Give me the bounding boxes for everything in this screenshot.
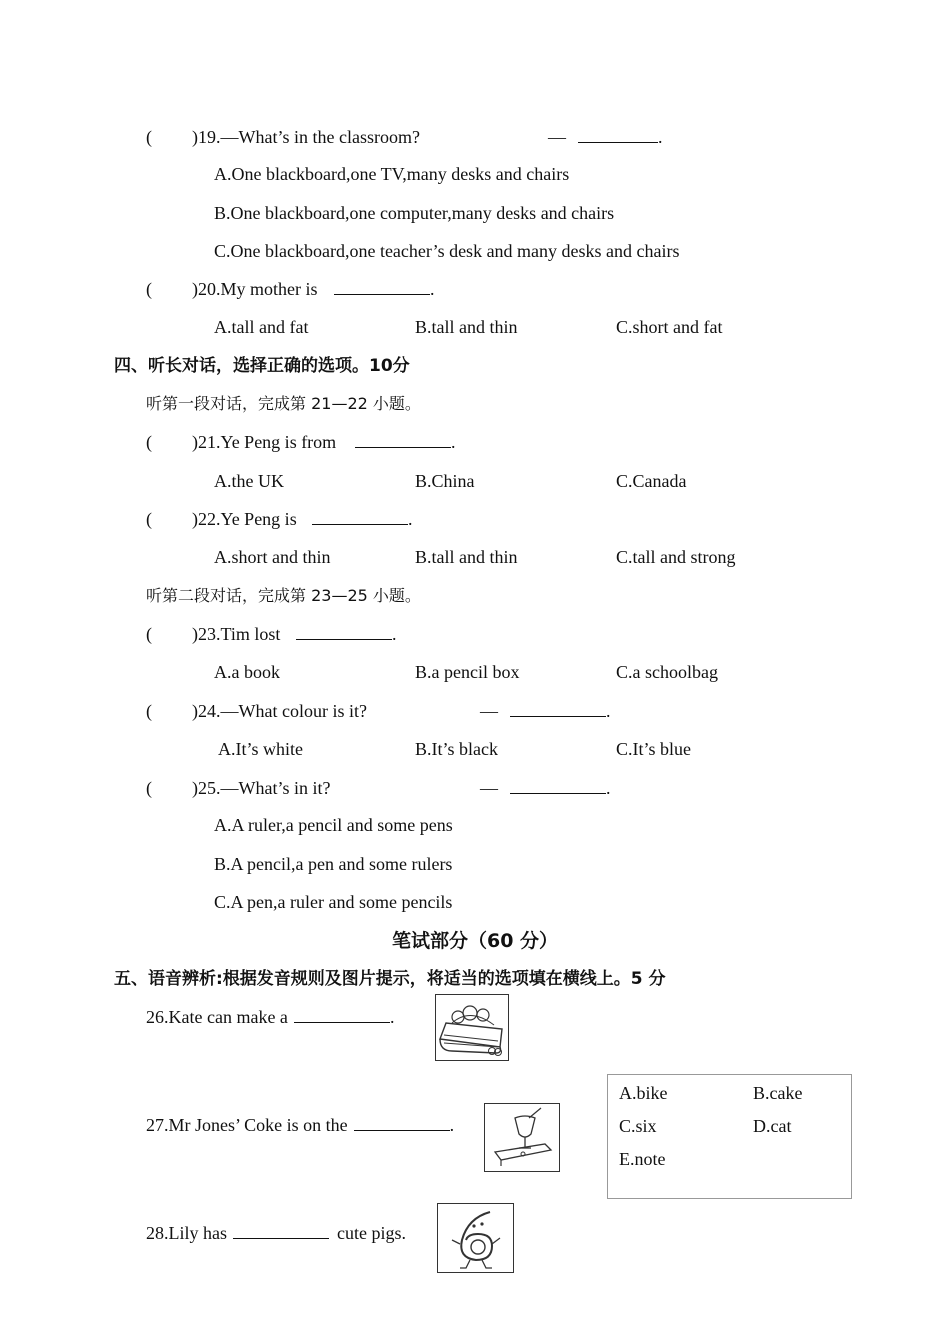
question-27: 27.Mr Jones’ Coke is on the . xyxy=(146,1115,455,1135)
dialog-1-instruction: 听第一段对话，完成第 21—22 小题。 xyxy=(146,394,421,413)
question-23-text: 23.Tim lost xyxy=(198,624,281,644)
answer-paren-open-19: ( xyxy=(146,127,152,147)
choice-d: D.cat xyxy=(753,1116,792,1136)
option-20-b: B.tall and thin xyxy=(415,317,518,337)
cake-icon xyxy=(436,995,508,1060)
option-20-c: C.short and fat xyxy=(616,317,723,337)
answer-blank-25[interactable]: . xyxy=(504,777,611,799)
answer-paren-open-21: ( xyxy=(146,432,152,452)
dialog-2-instruction: 听第二段对话，完成第 23—25 小题。 xyxy=(146,586,421,605)
choice-c: C.six xyxy=(619,1116,657,1136)
answer-paren-close-19: ) xyxy=(192,127,198,147)
answer-paren-close-20: ) xyxy=(192,279,198,299)
answer-blank-26[interactable] xyxy=(294,1006,390,1023)
drink-on-desk-icon xyxy=(485,1104,559,1171)
option-22-c: C.tall and strong xyxy=(616,547,736,567)
answer-paren-close-21: ) xyxy=(192,432,198,452)
option-23-c: C.a schoolbag xyxy=(616,662,718,682)
question-28: 28.Lily has cute pigs. xyxy=(146,1223,406,1243)
question-21-text: 21.Ye Peng is from xyxy=(198,432,337,452)
answer-paren-close-23: ) xyxy=(192,624,198,644)
option-24-a: A.It’s white xyxy=(218,739,303,759)
option-23-b: B.a pencil box xyxy=(415,662,520,682)
option-24-c: C.It’s blue xyxy=(616,739,691,759)
answer-blank-21[interactable]: . xyxy=(349,431,456,453)
answer-blank-20[interactable]: . xyxy=(328,278,435,300)
option-19-a: A.One blackboard,one TV,many desks and chairs xyxy=(214,164,570,184)
option-21-b: B.China xyxy=(415,471,475,491)
question-25-text: 25.—What’s in it? xyxy=(198,778,331,798)
written-section-title: 笔试部分（60 分） xyxy=(391,930,559,952)
answer-paren-open-20: ( xyxy=(146,279,152,299)
option-23-a: A.a book xyxy=(214,662,280,682)
answer-paren-open-23: ( xyxy=(146,624,152,644)
option-22-b: B.tall and thin xyxy=(415,547,518,567)
answer-paren-close-24: ) xyxy=(192,701,198,721)
question-22-text: 22.Ye Peng is xyxy=(198,509,297,529)
section-5-heading: 五、语音辨析:根据发音规则及图片提示，将适当的选项填在横线上。5 分 xyxy=(114,969,666,989)
cake-picture xyxy=(435,994,509,1061)
choice-a: A.bike xyxy=(619,1083,668,1103)
answer-blank-24[interactable]: . xyxy=(504,700,611,722)
number-six-character-icon xyxy=(438,1204,513,1272)
question-19-text: 19.—What’s in the classroom? xyxy=(198,127,420,147)
answer-paren-open-25: ( xyxy=(146,778,152,798)
option-19-b: B.One blackboard,one computer,many desks and chairs xyxy=(214,203,615,223)
option-25-b: B.A pencil,a pen and some rulers xyxy=(214,854,453,874)
option-25-c: C.A pen,a ruler and some pencils xyxy=(214,892,453,912)
choice-b: B.cake xyxy=(753,1083,803,1103)
answer-blank-19[interactable]: . xyxy=(572,126,663,148)
option-21-c: C.Canada xyxy=(616,471,687,491)
answer-blank-28[interactable] xyxy=(233,1222,329,1239)
option-19-c: C.One blackboard,one teacher’s desk and many desks and chairs xyxy=(214,241,680,261)
section-4-heading: 四、听长对话，选择正确的选项。10分 xyxy=(114,356,410,376)
answer-paren-close-25: ) xyxy=(192,778,198,798)
question-20-text: 20.My mother is xyxy=(198,279,318,299)
option-20-a: A.tall and fat xyxy=(214,317,309,337)
option-25-a: A.A ruler,a pencil and some pens xyxy=(214,815,453,835)
answer-paren-close-22: ) xyxy=(192,509,198,529)
question-24-text: 24.—What colour is it? xyxy=(198,701,367,721)
desk-coke-picture xyxy=(484,1103,560,1172)
answer-blank-27[interactable] xyxy=(354,1114,450,1131)
number-six-picture xyxy=(437,1203,514,1273)
answer-paren-open-22: ( xyxy=(146,509,152,529)
choice-e: E.note xyxy=(619,1149,666,1169)
option-21-a: A.the UK xyxy=(214,471,284,491)
answer-blank-22[interactable]: . xyxy=(306,508,413,530)
answer-dash-24: — xyxy=(480,701,498,721)
question-26: 26.Kate can make a . xyxy=(146,1007,395,1027)
choices-box xyxy=(607,1074,852,1199)
option-24-b: B.It’s black xyxy=(415,739,498,759)
answer-dash-25: — xyxy=(480,778,498,798)
answer-paren-open-24: ( xyxy=(146,701,152,721)
option-22-a: A.short and thin xyxy=(214,547,331,567)
answer-dash-19: — xyxy=(548,127,566,147)
answer-blank-23[interactable]: . xyxy=(290,623,397,645)
